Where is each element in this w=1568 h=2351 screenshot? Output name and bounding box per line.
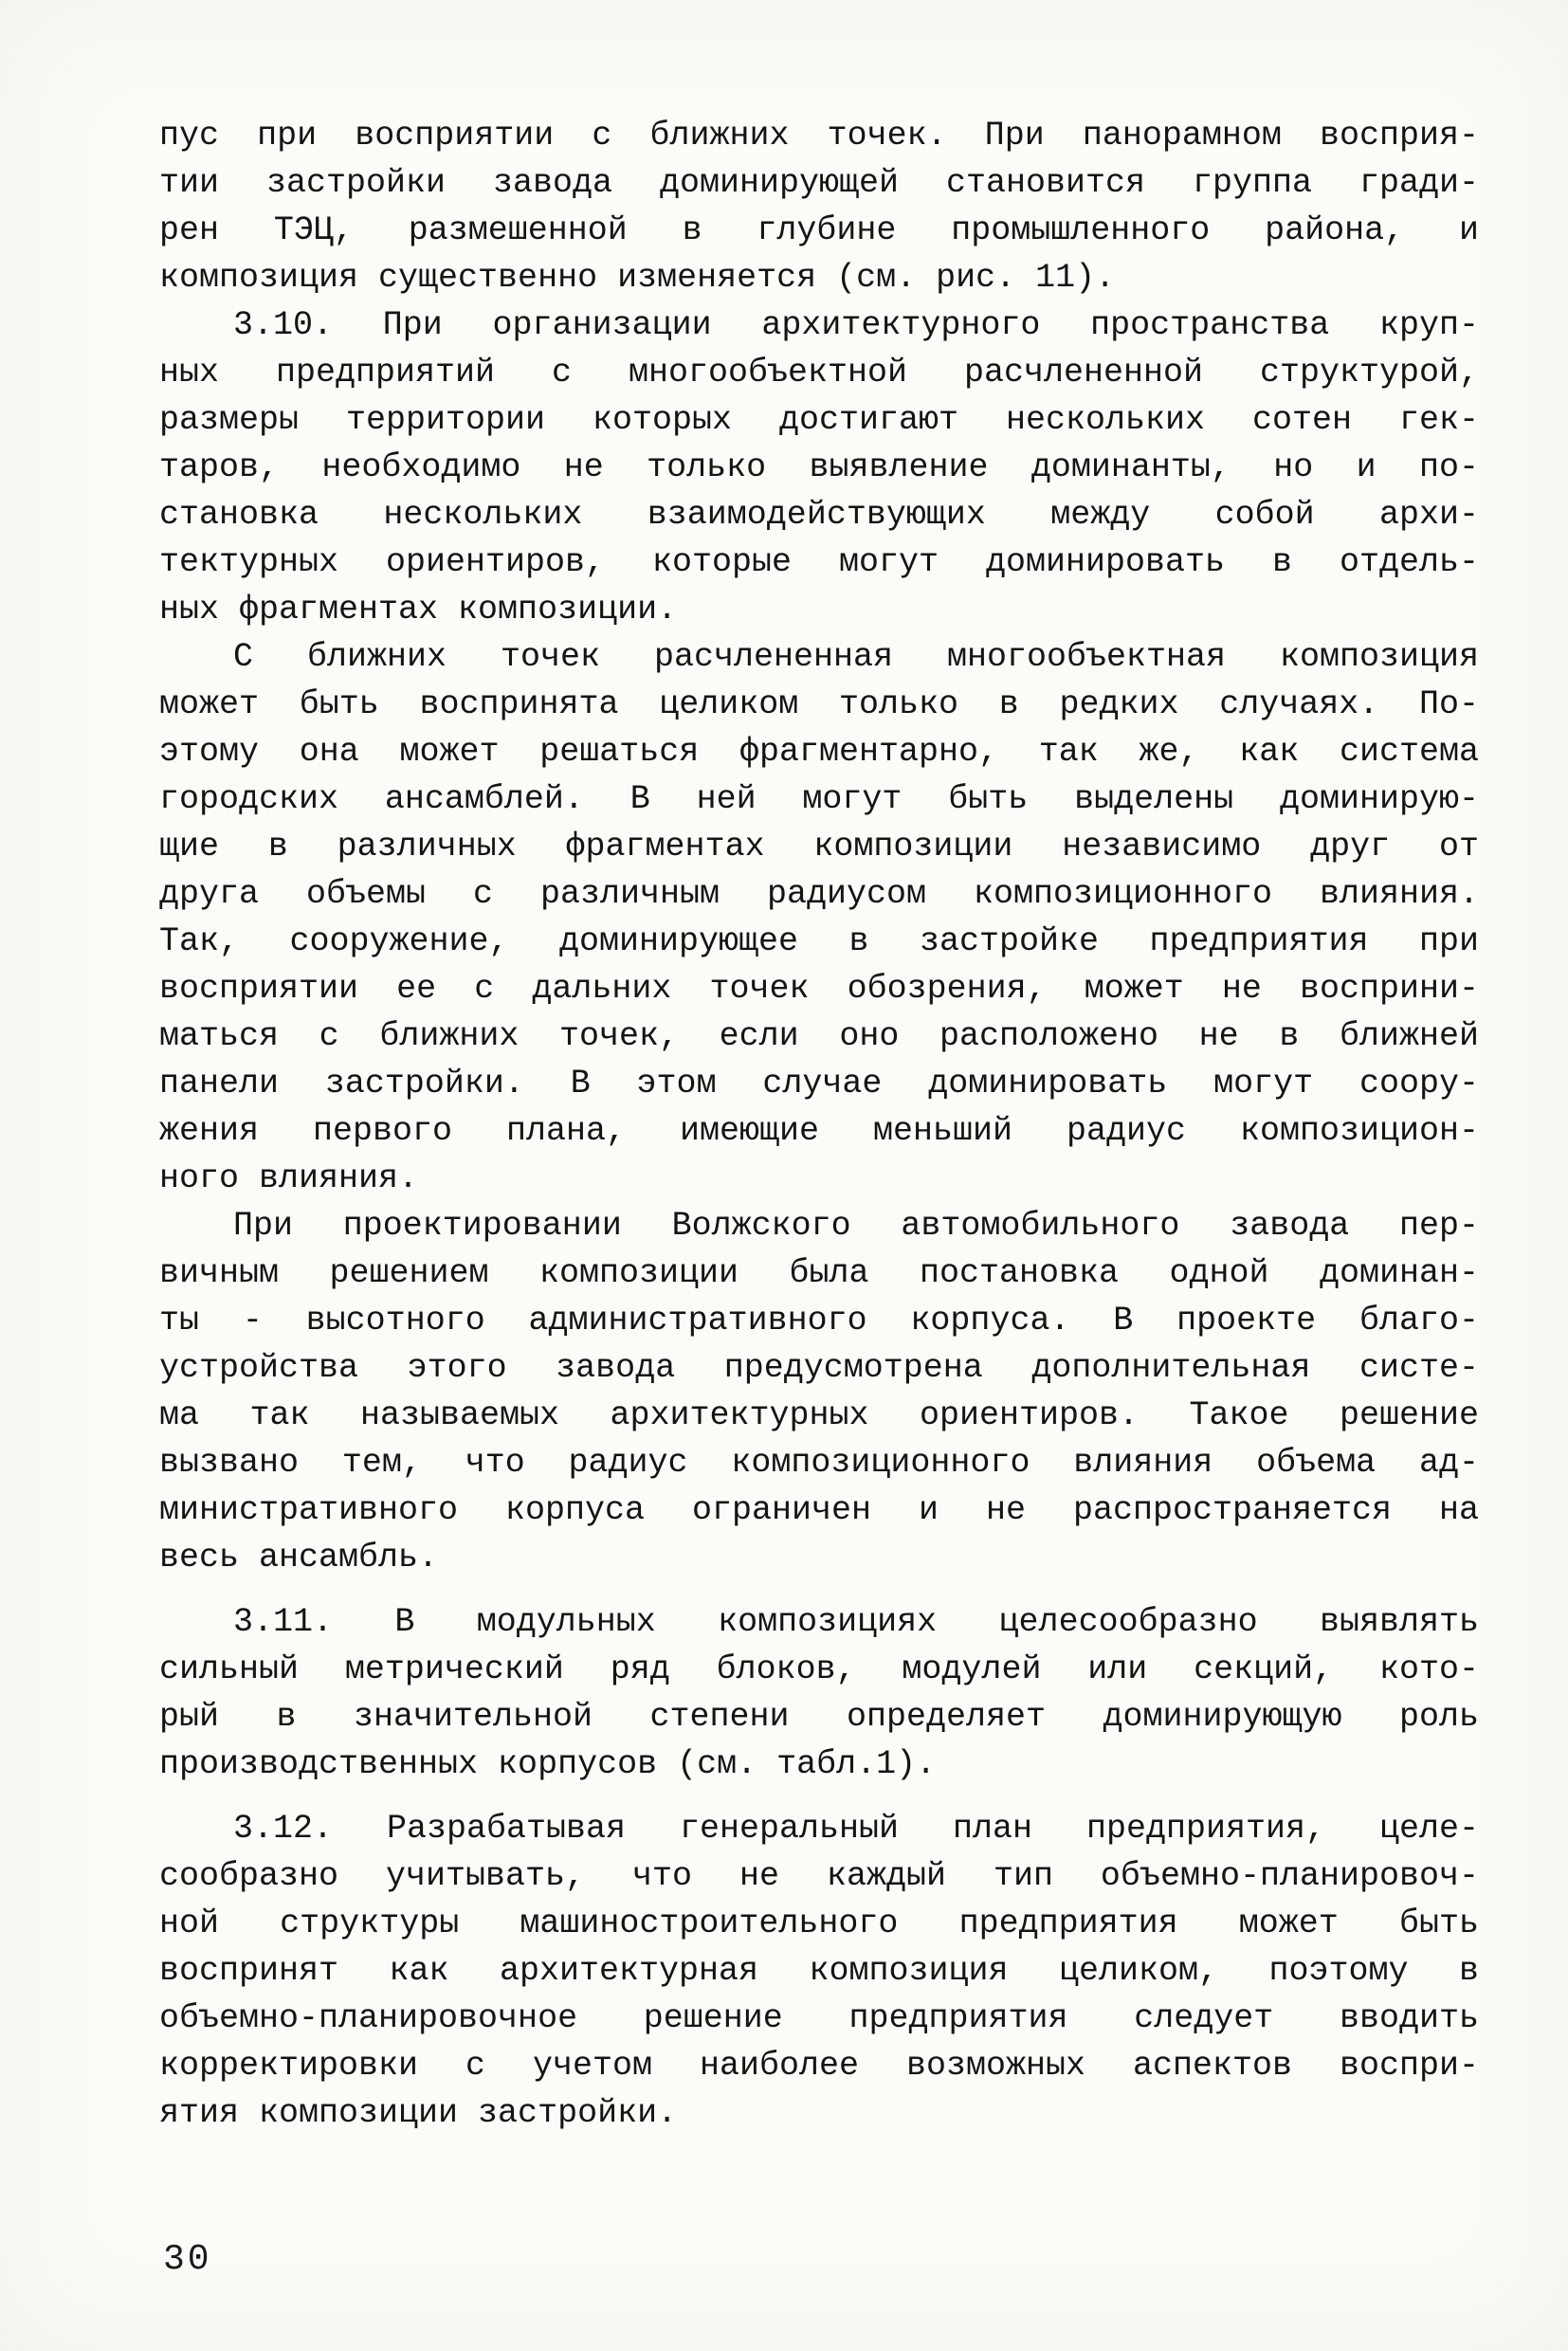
text-line: сообразно учитывать, что не каждый тип объемно-планировоч- xyxy=(159,1857,1479,1895)
text-line: становка нескольких взаимодействующих между собой архи- xyxy=(159,496,1479,534)
text-line: ной структуры машиностроительного предприятия может быть xyxy=(159,1904,1479,1942)
page-number: 30 xyxy=(163,2239,212,2280)
text-line: вичным решением композиции была постановка одной доминан- xyxy=(159,1254,1479,1292)
text-line: объемно-планировочное решение предприятия следует вводить xyxy=(159,1999,1479,2037)
text-line: городских ансамблей. В ней могут быть выделены доминирую- xyxy=(159,780,1479,818)
text-line: устройства этого завода предусмотрена дополнительная систе- xyxy=(159,1349,1479,1387)
text-line: Так, сооружение, доминирующее в застройке предприятия при xyxy=(159,922,1479,960)
text-line: воспринят как архитектурная композиция целиком, поэтому в xyxy=(159,1952,1479,1990)
text-line: размеры территории которых достигают нескольких сотен гек- xyxy=(159,401,1479,439)
text-line: восприятии ее с дальних точек обозрения, может не восприни- xyxy=(159,970,1479,1008)
text-line: панели застройки. В этом случае доминировать могут соору- xyxy=(159,1065,1479,1103)
text-line: может быть воспринята целиком только в редких случаях. По- xyxy=(159,685,1479,723)
text-line: С ближних точек расчлененная многообъектная композиция xyxy=(233,638,1479,676)
text-line: ма так называемых архитектурных ориентиров. Такое решение xyxy=(159,1396,1479,1434)
text-line: весь ансамбль. xyxy=(159,1539,439,1576)
text-line: 3.10. При организации архитектурного пространства круп- xyxy=(233,306,1479,344)
paragraph xyxy=(159,633,1479,1202)
text-line: этому она может решаться фрагментарно, так же, как система xyxy=(159,733,1479,771)
paragraph xyxy=(159,1598,1479,1788)
paragraph xyxy=(159,1805,1479,2137)
paragraph xyxy=(159,301,1479,633)
text-line: тии застройки завода доминирующей становится группа гради- xyxy=(159,164,1479,202)
text-line: ты - высотного административного корпуса. В проекте благо- xyxy=(159,1302,1479,1340)
text-block xyxy=(159,112,1479,2137)
text-line: щие в различных фрагментах композиции независимо друг от xyxy=(159,828,1479,866)
text-line: таров, необходимо не только выявление доминанты, но и по- xyxy=(159,448,1479,486)
text-line: ятия композиции застройки. xyxy=(159,2094,678,2132)
text-line: ного влияния. xyxy=(159,1159,419,1197)
text-line: маться с ближних точек, если оно расположено не в ближней xyxy=(159,1017,1479,1055)
text-line: композиция существенно изменяется (см. рис. 11). xyxy=(159,259,1116,297)
text-line: рен ТЭЦ, размешенной в глубине промышленного района, и xyxy=(159,211,1479,249)
paragraph xyxy=(159,1202,1479,1581)
text-line: 3.11. В модульных композициях целесообразно выявлять xyxy=(233,1603,1479,1641)
text-line: 3.12. Разрабатывая генеральный план предприятия, целе- xyxy=(233,1810,1479,1848)
text-line: корректировки с учетом наиболее возможных аспектов воспри- xyxy=(159,2047,1479,2085)
text-line: рый в значительной степени определяет доминирующую роль xyxy=(159,1698,1479,1736)
text-line: министративного корпуса ограничен и не распространяется на xyxy=(159,1491,1479,1529)
text-line: жения первого плана, имеющие меньший радиус композицион- xyxy=(159,1112,1479,1150)
paragraph xyxy=(159,112,1479,301)
text-line: тектурных ориентиров, которые могут доминировать в отдель- xyxy=(159,543,1479,581)
text-line: производственных корпусов (см. табл.1). xyxy=(159,1745,937,1783)
text-line: ных предприятий с многообъектной расчлененной структурой, xyxy=(159,354,1479,392)
text-line: При проектировании Волжского автомобильного завода пер- xyxy=(233,1207,1479,1245)
text-line: вызвано тем, что радиус композиционного влияния объема ад- xyxy=(159,1444,1479,1482)
text-line: пус при восприятии с ближних точек. При панорамном восприя- xyxy=(159,117,1479,155)
text-line: сильный метрический ряд блоков, модулей или секций, кото- xyxy=(159,1650,1479,1688)
text-line: ных фрагментах композиции. xyxy=(159,591,678,629)
text-line: друга объемы с различным радиусом композиционного влияния. xyxy=(159,875,1479,913)
